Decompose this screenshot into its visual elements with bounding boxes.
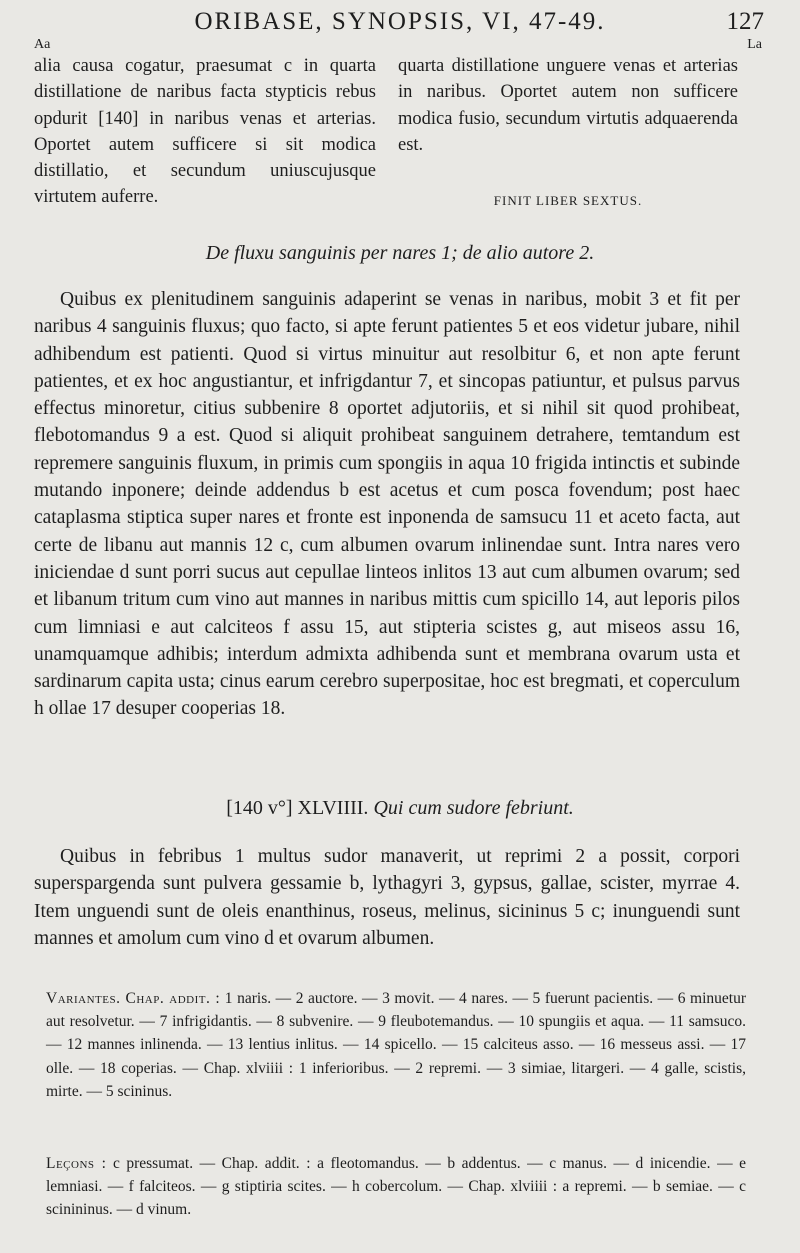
running-head [0,8,800,38]
variantes-label: Variantes. Chap. addit. : [46,990,221,1007]
chapter-number: XLVIIII. [297,797,369,819]
finit-liber: FINIT LIBER SEXTUS. [493,193,643,208]
chapter-title: Qui cum sudore febriunt. [373,797,574,819]
lecons-apparatus [46,1152,746,1222]
signature-right: La [747,37,762,52]
lecons-label: Leçons : [46,1155,107,1172]
column-right-text: quarta distillatione unguere venas et arterias in naribus. Oportet autem non sufficere modica fusio, secundum virtutis adquaerenda est. [398,56,738,155]
running-head-title: ORIBASE, SYNOPSIS, VI, 47-49. [194,8,606,35]
variantes-apparatus [46,987,746,1103]
section-paragraph: Quibus ex plenitudinem sanguinis adaperint se venas in naribus, mobit 3 et fit per naribus 4 sanguinis fluxus; quo facto, si apte ferunt patientes 5 et eos videtur jubare, nihil adhibendum est patienti. Quod si virtus minuitur aut resolbitur 6, et non apte ferunt patientes, et ex hoc angustiantur, et infrigdantur 7, et sincopas patiuntur, et pulsus parvus effectus minoretur, citius subbenire 8 oportet adjutoriis, et si nihil sit quod prohibeat, flebotomandus 9 a est. Quod si aliquit prohibeat sanguinem detrahere, temtandum est repremere sanguinis fluxum, in primis cum spongiis in aqua 10 frigida intinctis et subinde mutando inponere; deinde addendus b est acetus et cum posca fovendum; post haec cataplasma stiptica super nares et fronte est inponenda de samsucu 11 et aceto facta, aut certe de libanu aut mannis 12 c, cum albumen ovarum inlinendae sunt. Intra nares vero iniciendae d sunt porri sucus aut cepullae linteos inlitos 13 aut cum albumen ovarum; sed et libanum tritum cum vino aut mannes in naribus mittis cum spicillo 14, aut leporis pilos cum limniasi e aut calciteos f assu 15, aut stipteria scistes g, aut miseos assu 16, unamquamque adhibis; interdum admixta adhibenda sunt et membrana ovarum usta et sardinarum capita usta; cinus earum cerebro superpositae, hoc est bregmati, et coperculum h ollae 17 desuper cooperias 18. [34,289,740,720]
chapter-paragraph: Quibus in febribus 1 multus sudor manaverit, ut reprimi 2 a possit, corpori superspargenda sunt pulvera gessamie b, lythagyri 3, gypsus, gallae, scister, myrrae 4. Item unguendi sunt de oleis enanthinus, roseus, melinus, sicininus 5 c; inunguendi sunt mannes et amolum cum vino d et ovarum albumen. [34,846,740,949]
chapter-heading [0,797,800,820]
section-heading: De fluxu sanguinis per nares 1; de alio autore 2. [205,242,595,264]
page-number: 127 [726,8,764,35]
signature-left: Aa [34,37,51,52]
lecons-text: c pressumat. — Chap. addit. : a fleotomandus. — b addentus. — c manus. — d inicendie. — e lemniasi. — f falciteos. — g stiptiria scites. — h cobercolum. — Chap. xlviiii : a repremi. — b semiae. — c scinininus. — d vinum. [46,1155,746,1219]
variantes-text: 1 naris. — 2 auctore. — 3 movit. — 4 nares. — 5 fuerunt pacientis. — 6 minuetur aut resolvetur. — 7 infrigidantis. — 8 subvenire. — 9 fleubotemandus. — 10 spungiis et aqua. — 11 samsuco. — 12 mannes inlinenda. — 13 lentius inlitus. — 14 spicello. — 15 calciteus asso. — 16 messeus assi. — 17 olle. — 18 coperias. — Chap. xlviiii : 1 inferioribus. — 2 repremi. — 3 simiae, litargeri. — 4 galle, scistis, mirte. — 5 scininus. [46,990,747,1100]
column-left-text: alia causa cogatur, praesumat c in quarta distillatione de naribus facta stypticis rebus opdurit [140] in naribus venas et arterias. Oportet autem sufficere si sit modica distillatio, et secundum uniuscujusque virtutem auferre. [34,56,376,208]
chapter-folio: [140 v°] [226,797,293,819]
